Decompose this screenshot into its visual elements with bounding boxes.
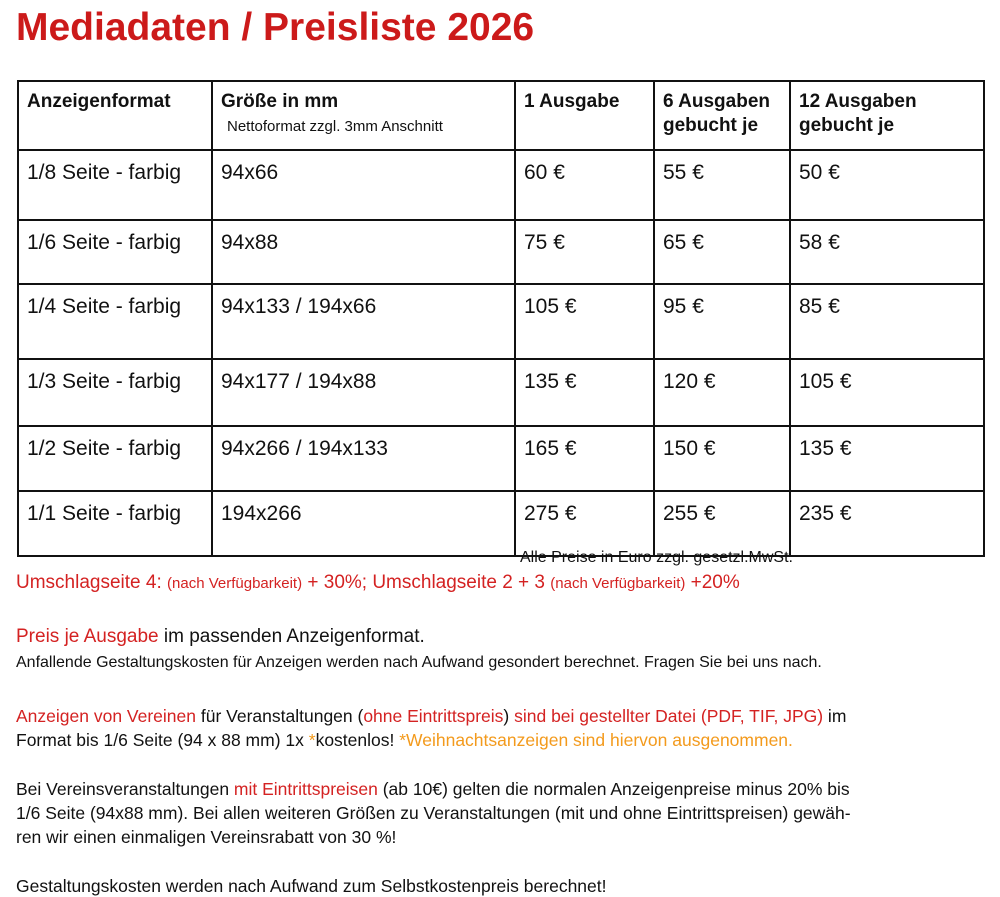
price-per-issue-highlight: Preis je Ausgabe xyxy=(16,626,159,647)
table-header-row xyxy=(18,81,984,150)
page-title: Mediadaten / Preisliste 2026 xyxy=(16,6,535,49)
clubs-g: Format bis 1/6 Seite (94 x 88 mm) 1x xyxy=(16,730,309,750)
table-row xyxy=(18,284,984,359)
cell-format: 1/4 Seite - farbig xyxy=(18,284,212,359)
cell-price-12: 58 € xyxy=(790,220,984,284)
clubs-a: Anzeigen von Vereinen xyxy=(16,706,196,726)
club-events-a: Bei Vereinsveranstaltungen xyxy=(16,779,234,799)
cell-size: 94x266 / 194x133 xyxy=(212,426,515,491)
cell-price-1: 75 € xyxy=(515,220,654,284)
clubs-h: * xyxy=(308,730,316,750)
table-row xyxy=(18,359,984,426)
cell-price-6: 120 € xyxy=(654,359,790,426)
table-row xyxy=(18,150,984,220)
clubs-i: kostenlos! xyxy=(315,730,400,750)
cell-price-1: 165 € xyxy=(515,426,654,491)
cell-price-6: 95 € xyxy=(654,284,790,359)
cell-format: 1/2 Seite - farbig xyxy=(18,426,212,491)
cover-pages-note xyxy=(16,572,740,594)
club-events-b: mit Eintrittspreisen xyxy=(233,779,378,799)
cell-price-6: 55 € xyxy=(654,150,790,220)
vat-note: Alle Preise in Euro zzgl. gesetzl.MwSt. xyxy=(520,549,793,566)
clubs-c: ohne Eintrittspreis xyxy=(363,706,504,726)
clubs-j: *Weihnachtsanzeigen sind hiervon ausgenommen. xyxy=(399,730,793,750)
clubs-note-line2 xyxy=(16,730,793,751)
club-events-line2: 1/6 Seite (94x88 mm). Bei allen weiteren Größen zu Veranstaltungen (mit und ohne Eintrittspreisen) gewäh- xyxy=(16,803,851,823)
header-twelve-issues: 12 Ausgaben gebucht je xyxy=(790,81,984,150)
header-size-label: Größe in mm xyxy=(221,91,339,112)
table-row xyxy=(18,426,984,491)
club-events-c: (ab 10€) gelten die normalen Anzeigenpreise minus 20% bis xyxy=(377,779,850,799)
clubs-e: sind bei gestellter Datei (PDF, TIF, JPG) xyxy=(514,706,824,726)
cover-b: (nach Verfügbarkeit) xyxy=(167,575,303,592)
clubs-note-line1 xyxy=(16,706,846,727)
price-table xyxy=(17,80,985,557)
cell-size: 94x133 / 194x66 xyxy=(212,284,515,359)
header-one-issue: 1 Ausgabe xyxy=(515,81,654,150)
clubs-d: ) xyxy=(503,706,515,726)
price-per-issue-note xyxy=(16,626,425,648)
design-costs-note: Anfallende Gestaltungskosten für Anzeigen werden nach Aufwand gesondert berechnet. Fragen Sie bei uns nach. xyxy=(16,654,822,671)
header-size-sub: Nettoformat zzgl. 3mm Anschnitt xyxy=(227,118,443,135)
price-per-issue-rest: im passenden Anzeigenformat. xyxy=(158,626,425,647)
cell-price-12: 235 € xyxy=(790,491,984,556)
cell-price-1: 275 € xyxy=(515,491,654,556)
cell-price-1: 60 € xyxy=(515,150,654,220)
cell-price-1: 135 € xyxy=(515,359,654,426)
header-size xyxy=(212,81,515,150)
cell-size: 94x88 xyxy=(212,220,515,284)
cell-size: 194x266 xyxy=(212,491,515,556)
cell-price-12: 105 € xyxy=(790,359,984,426)
cell-size: 94x177 / 194x88 xyxy=(212,359,515,426)
cell-price-6: 150 € xyxy=(654,426,790,491)
cell-price-6: 65 € xyxy=(654,220,790,284)
cell-format: 1/8 Seite - farbig xyxy=(18,150,212,220)
cell-price-12: 135 € xyxy=(790,426,984,491)
cell-price-6: 255 € xyxy=(654,491,790,556)
final-note: Gestaltungskosten werden nach Aufwand zum Selbstkostenpreis berechnet! xyxy=(16,876,607,896)
cover-e: +20% xyxy=(685,572,740,593)
table-row xyxy=(18,220,984,284)
clubs-b: für Veranstaltungen ( xyxy=(196,706,364,726)
cover-c: + 30%; Umschlagseite 2 + 3 xyxy=(302,572,551,593)
clubs-f: im xyxy=(823,706,847,726)
cover-d: (nach Verfügbarkeit) xyxy=(550,575,686,592)
cell-format: 1/3 Seite - farbig xyxy=(18,359,212,426)
cell-format: 1/6 Seite - farbig xyxy=(18,220,212,284)
cell-price-12: 50 € xyxy=(790,150,984,220)
header-six-issues: 6 Ausgaben gebucht je xyxy=(654,81,790,150)
table-row xyxy=(18,491,984,556)
header-format: Anzeigenformat xyxy=(18,81,212,150)
cell-price-12: 85 € xyxy=(790,284,984,359)
club-events-line1 xyxy=(16,779,850,800)
cell-size: 94x66 xyxy=(212,150,515,220)
cover-a: Umschlagseite 4: xyxy=(16,572,168,593)
cell-price-1: 105 € xyxy=(515,284,654,359)
cell-format: 1/1 Seite - farbig xyxy=(18,491,212,556)
club-events-line3: ren wir einen einmaligen Vereinsrabatt von 30 %! xyxy=(16,827,397,847)
